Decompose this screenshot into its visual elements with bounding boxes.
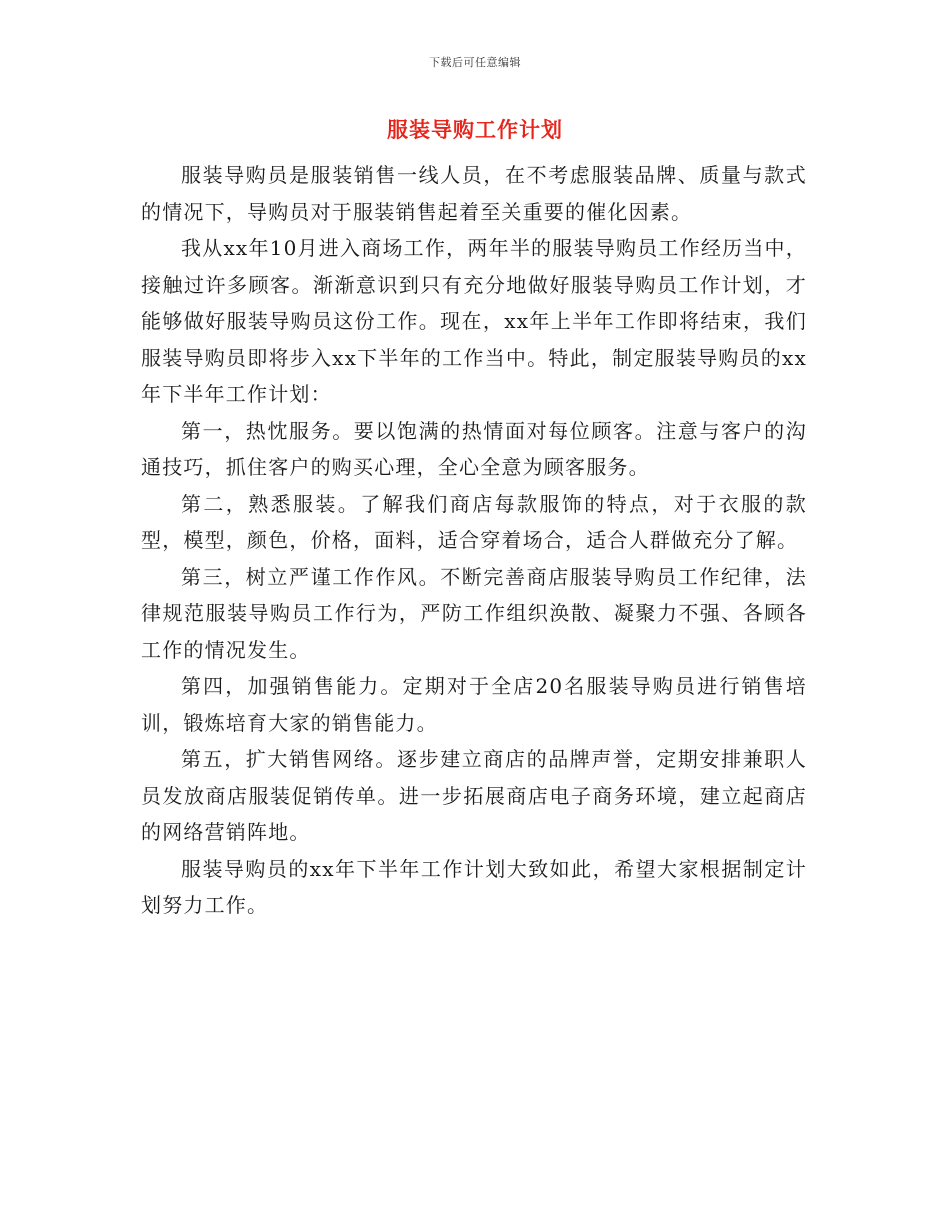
paragraph-point-5: 第五，扩大销售网络。逐步建立商店的品牌声誉，定期安排兼职人员发放商店服装促销传单。进一步拓展商店电子商务环境，建立起商店的网络营销阵地。 xyxy=(141,747,807,844)
document-body xyxy=(141,157,807,924)
document-title: 服装导购工作计划 xyxy=(387,117,563,142)
header-note: 下载后可任意编辑 xyxy=(429,56,521,69)
paragraph-background: 我从xx年10月进入商场工作，两年半的服装导购员工作经历当中，接触过许多顾客。渐渐意识到只有充分地做好服装导购员工作计划，才能够做好服装导购员这份工作。现在，xx年上半年工作即将结束，我们服装导购员即将步入xx下半年的工作当中。特此，制定服装导购员的xx年下半年工作计划： xyxy=(141,236,807,406)
paragraph-intro: 服装导购员是服装销售一线人员，在不考虑服装品牌、质量与款式的情况下，导购员对于服装销售起着至关重要的催化因素。 xyxy=(141,163,807,224)
paragraph-point-2: 第二，熟悉服装。了解我们商店每款服饰的特点，对于衣服的款型，模型，颜色，价格，面料，适合穿着场合，适合人群做充分了解。 xyxy=(141,491,807,552)
paragraph-point-3: 第三，树立严谨工作作风。不断完善商店服装导购员工作纪律，法律规范服装导购员工作行为，严防工作组织涣散、凝聚力不强、各顾各工作的情况发生。 xyxy=(141,564,807,662)
paragraph-point-1: 第一，热忱服务。要以饱满的热情面对每位顾客。注意与客户的沟通技巧，抓住客户的购买心理，全心全意为顾客服务。 xyxy=(141,418,807,479)
paragraph-conclusion: 服装导购员的xx年下半年工作计划大致如此，希望大家根据制定计划努力工作。 xyxy=(141,856,807,917)
paragraph-point-4: 第四，加强销售能力。定期对于全店20名服装导购员进行销售培训，锻炼培育大家的销售能力。 xyxy=(141,674,807,735)
